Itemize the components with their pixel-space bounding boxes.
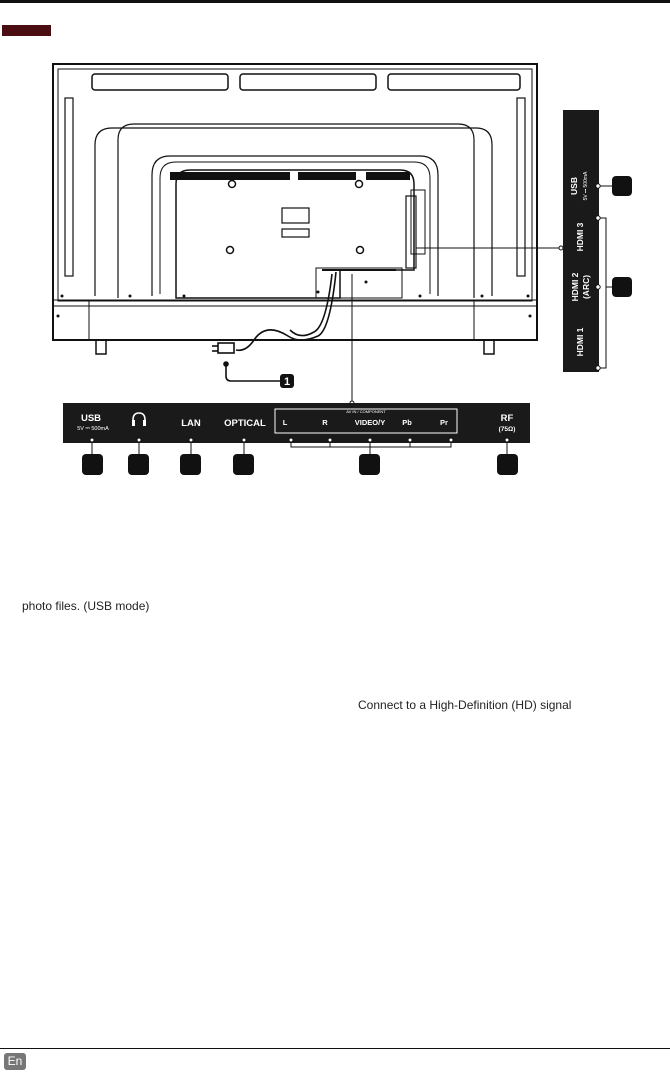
av-video-marker [368, 438, 372, 442]
rf-port-marker [505, 438, 509, 442]
side-leader-dot [559, 246, 563, 250]
headphone-port-marker [137, 438, 141, 442]
usb-callout [82, 454, 103, 475]
side-hdmi2-sub: (ARC) [581, 274, 591, 300]
lan-callout [180, 454, 201, 475]
side-hdmi2-label: HDMI 2 [570, 272, 580, 302]
side-hdmi1-port [596, 366, 600, 370]
side-panel [563, 110, 632, 372]
bottom-rf-sub: (75Ω) [498, 426, 516, 433]
side-usb-rating: 5V ⎓ 500mA [583, 171, 589, 201]
side-usb-callout [612, 176, 632, 196]
footer-rule [0, 1048, 670, 1049]
bottom-optical-label: OPTICAL [224, 418, 266, 429]
headphone-callout [128, 454, 149, 475]
hd-signal-text: Connect to a High-Definition (HD) signal [358, 698, 572, 712]
av-port-video: VIDEO/Y [354, 418, 386, 427]
av-r-marker [328, 438, 332, 442]
rf-callout [497, 454, 518, 475]
tv-rear-frame [53, 64, 537, 354]
lan-port-marker [189, 438, 193, 442]
photo-files-text: photo files. (USB mode) [22, 599, 150, 613]
bottom-rf-label: RF [500, 413, 514, 424]
bottom-usb-label: USB [80, 413, 102, 424]
av-port-pb: Pb [402, 418, 412, 427]
side-hdmi2-port [596, 285, 600, 289]
optical-callout [233, 454, 254, 475]
av-pr-marker [449, 438, 453, 442]
mount-screws [227, 181, 364, 254]
vent-strip [170, 172, 410, 180]
bottom-panel [63, 403, 530, 475]
power-cord [212, 272, 336, 381]
tv-back-diagram [0, 0, 670, 480]
side-usb-port [596, 184, 600, 188]
av-port-r: R [322, 418, 328, 427]
small-screws [57, 281, 532, 318]
side-hdmi1-label: HDMI 1 [575, 327, 585, 357]
av-l-marker [289, 438, 293, 442]
callout-badge-1 [280, 374, 294, 388]
av-port-l: L [282, 418, 288, 427]
av-callout [359, 454, 380, 475]
svg-text:1: 1 [283, 376, 291, 388]
av-port-pr: Pr [440, 418, 448, 427]
side-hdmi-callout [612, 277, 632, 297]
language-badge: En [4, 1053, 26, 1070]
av-group-label: AV IN / COMPONENT [346, 409, 386, 414]
optical-port-marker [242, 438, 246, 442]
av-pb-marker [408, 438, 412, 442]
side-hdmi3-label: HDMI 3 [575, 222, 585, 252]
bottom-usb-rating: 5V ⎓ 500mA [77, 426, 109, 432]
bottom-lan-label: LAN [181, 418, 201, 429]
side-hdmi3-port [596, 216, 600, 220]
side-usb-label: USB [569, 177, 579, 195]
usb-port-marker [90, 438, 94, 442]
